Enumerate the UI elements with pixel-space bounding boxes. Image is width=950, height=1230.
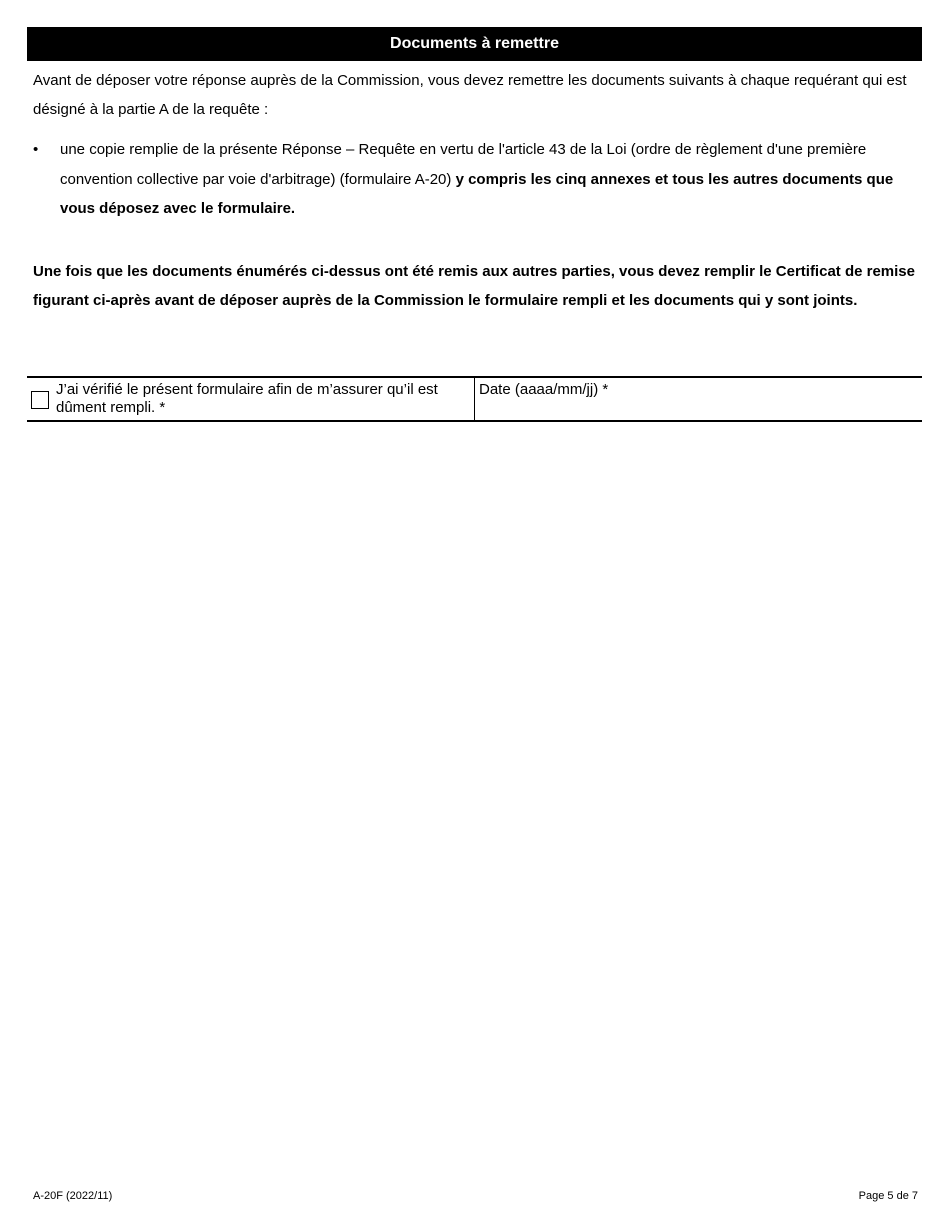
bullet-text-normal: une copie remplie de la présente Réponse – Requête en vertu de l'article 43 de la Loi (ordre de règlement d'une première convention collective par voie d'arbitrage) (formulaire A-20) xyxy=(60,141,867,188)
section-title: Documents à remettre xyxy=(390,35,559,52)
verification-cell[interactable] xyxy=(27,378,475,420)
page-number: Page 5 de 7 xyxy=(858,1190,918,1202)
verification-form xyxy=(27,376,922,422)
date-cell xyxy=(475,378,922,420)
bullet-marker: • xyxy=(33,141,39,158)
form-code: A-20F (2022/11) xyxy=(33,1190,113,1202)
notice-paragraph: Une fois que les documents énumérés ci-dessus ont été remis aux autres parties, vous devez remplir le Certificat de remise figurant ci-après avant de déposer auprès de la Commission le formulaire rempli et les documents qui y sont joints. xyxy=(33,263,915,309)
bullet-text xyxy=(60,135,918,224)
list-item xyxy=(33,135,918,224)
section-header xyxy=(27,27,922,61)
verification-checkbox[interactable] xyxy=(31,391,49,409)
date-input[interactable] xyxy=(479,399,918,417)
bullet-text-bold: y compris les cinq annexes et tous les autres documents que vous déposez avec le formulaire. xyxy=(60,170,894,217)
verification-label: J’ai vérifié le présent formulaire afin de m’assurer qu’il est dûment rempli. * xyxy=(56,381,438,416)
intro-paragraph: Avant de déposer votre réponse auprès de la Commission, vous devez remettre les documents suivants à chaque requérant qui est désigné à la partie A de la requête : xyxy=(33,72,907,118)
date-label: Date (aaaa/mm/jj) * xyxy=(479,381,609,398)
